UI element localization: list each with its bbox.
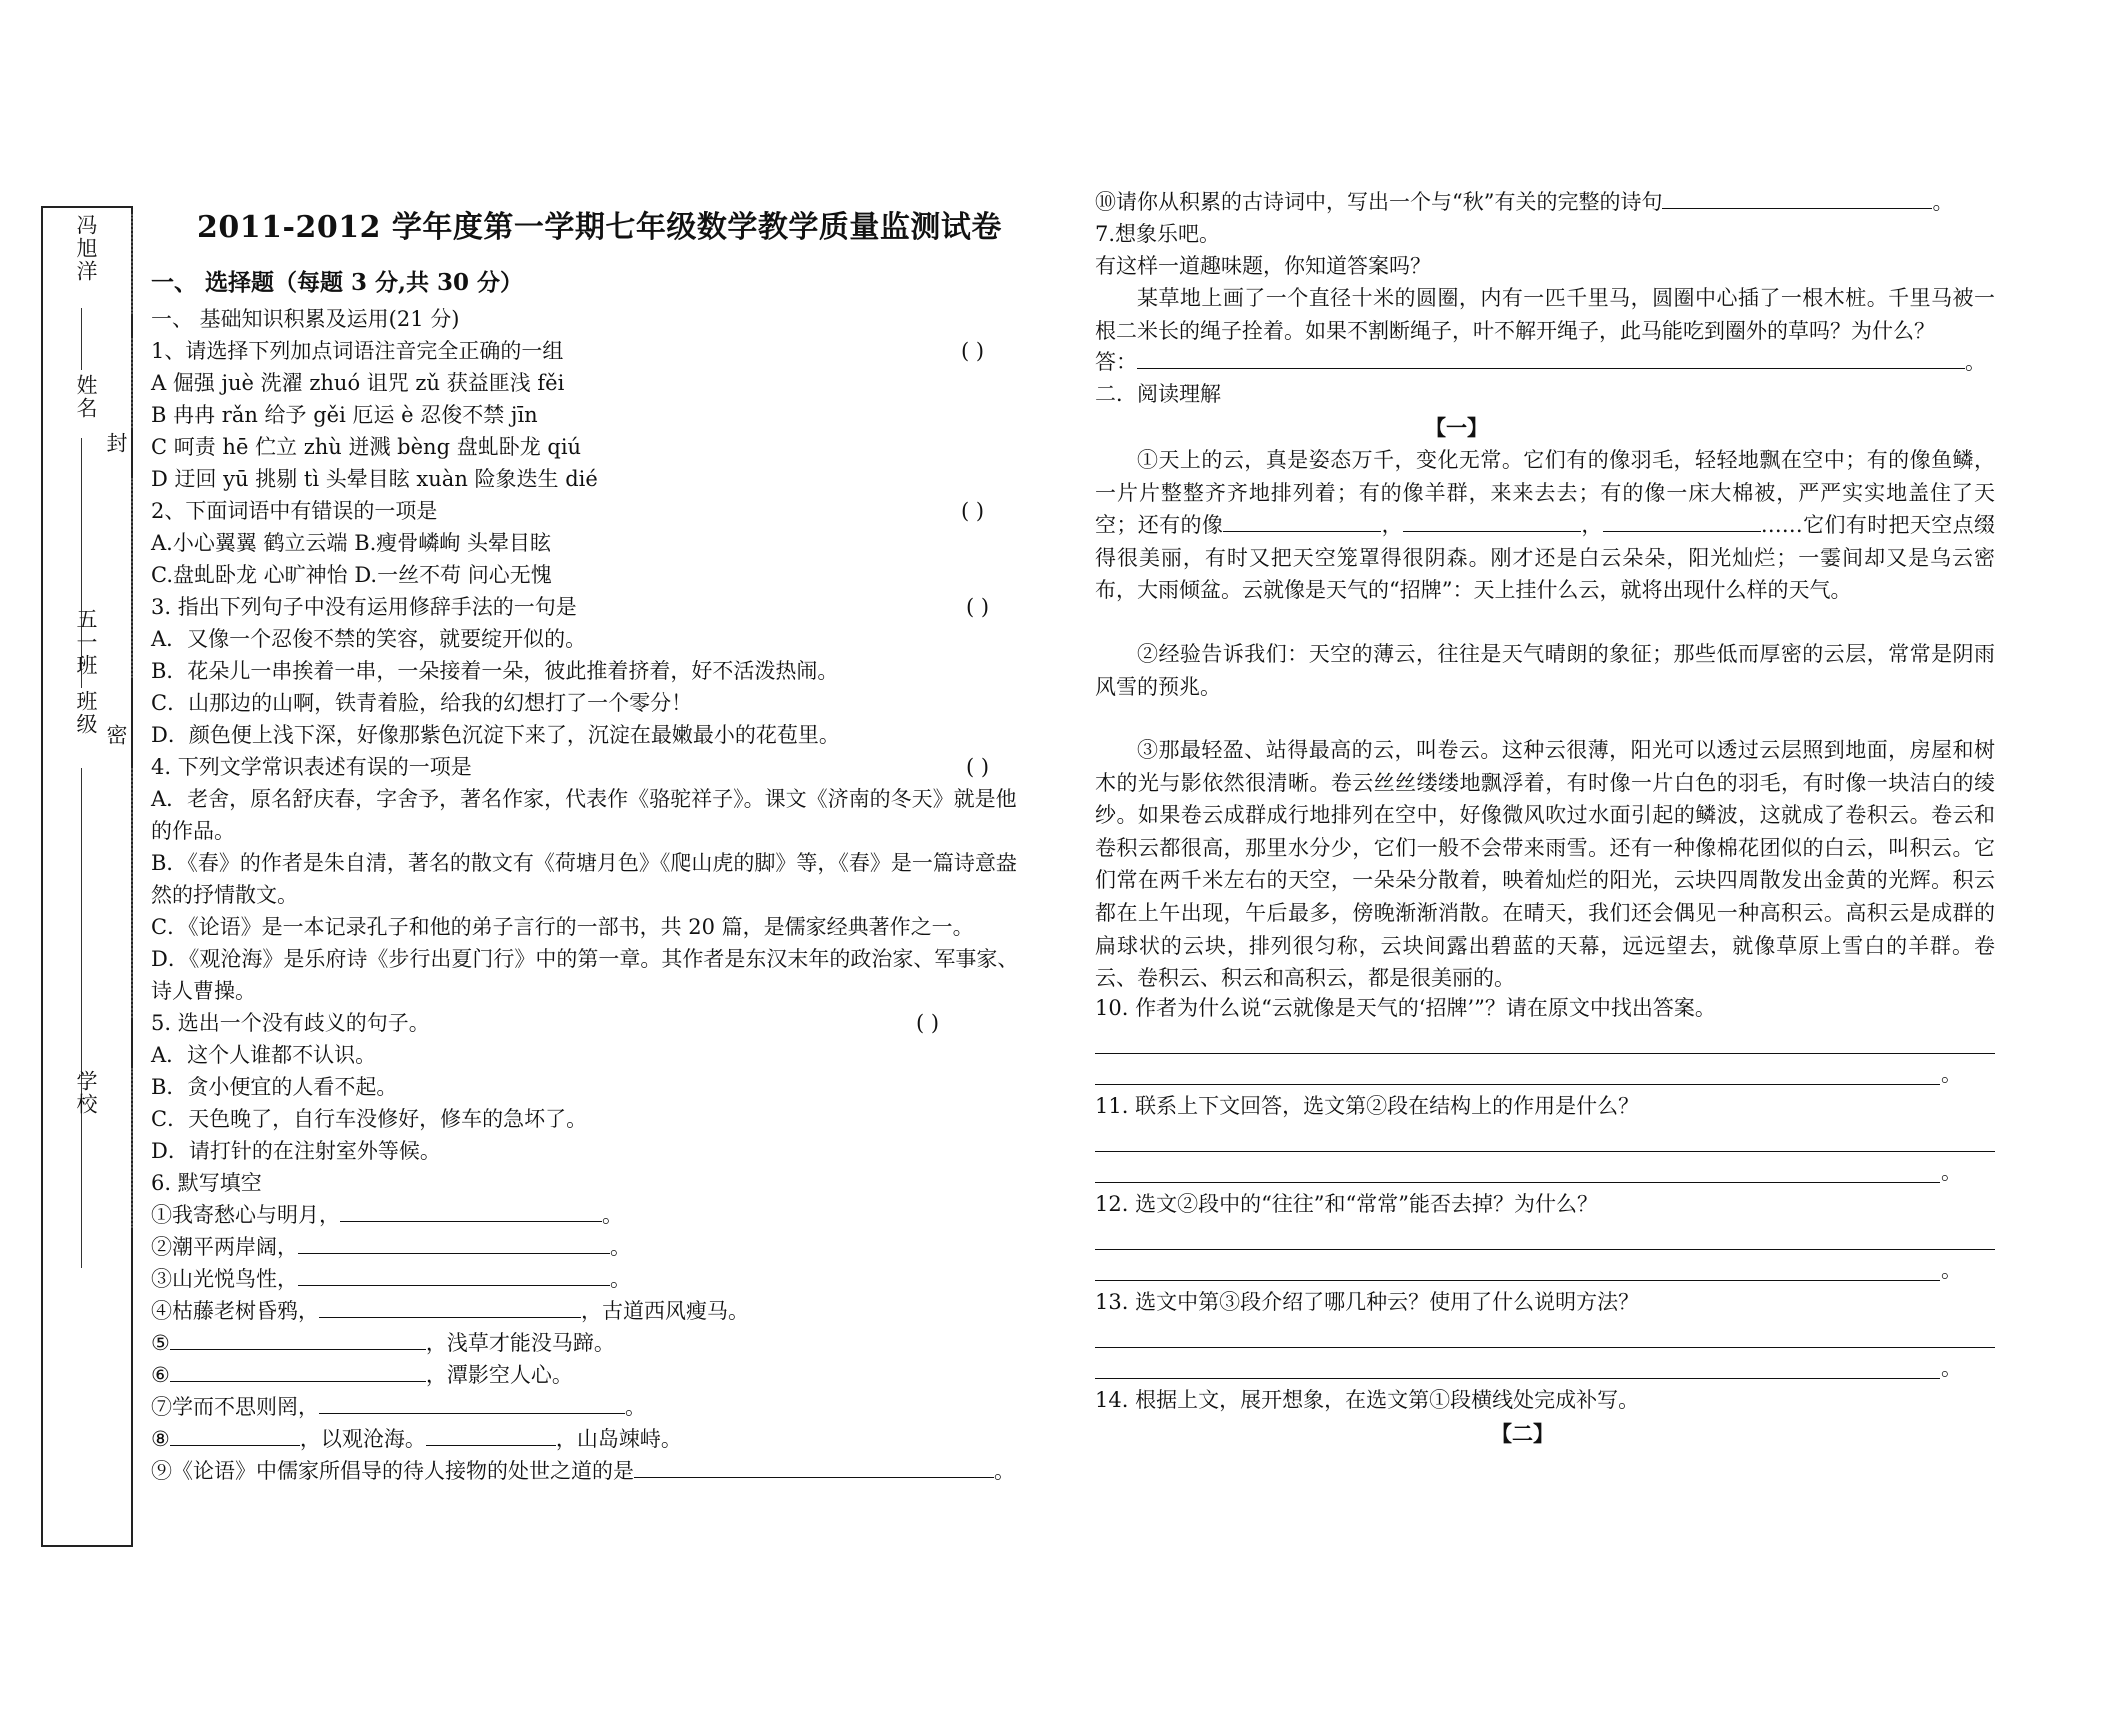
q10-answer-line-2[interactable] — [1095, 1084, 1940, 1085]
passage-paragraph-2: ②经验告诉我们：天空的薄云，往往是天气晴朗的象征；那些低而厚密的云层，常常是阴雨风雪的预兆。 — [1095, 642, 1995, 699]
fill-5-blank[interactable] — [170, 1327, 426, 1350]
subsection-basic: 一、 基础知识积累及运用(21 分) — [151, 307, 460, 331]
fill-4-blank[interactable] — [319, 1295, 581, 1318]
class-value: 五一班 — [74, 608, 98, 677]
part-one-heading: 【一】 — [1425, 415, 1488, 440]
fill-3-blank[interactable] — [298, 1263, 610, 1286]
question-12: 12. 选文②段中的“往往”和“常常”能否去掉？为什么？ — [1095, 1192, 1599, 1216]
q7-intro: 有这样一道趣味题，你知道答案吗？ — [1095, 254, 1431, 278]
fill-1-blank[interactable] — [340, 1199, 602, 1222]
q13-stop: 。 — [1941, 1356, 1962, 1380]
q5-option-d: D．请打针的在注射室外等候。 — [151, 1139, 441, 1163]
q11-answer-line-2[interactable] — [1095, 1182, 1940, 1183]
q2-option-ab: A.小心翼翼 鹤立云端 B.瘦骨嶙峋 头晕目眩 — [151, 531, 551, 555]
question-4: 4. 下列文学常识表述有误的一项是 — [151, 755, 472, 779]
fill-8: ⑧ ，以观沧海。 ，山岛竦峙。 — [151, 1423, 682, 1456]
fill-6: ⑥ ，潭影空人心。 — [151, 1359, 573, 1392]
q1-option-c: C 呵责 hē 伫立 zhù 迸溅 bèng 盘虬卧龙 qiú — [151, 435, 582, 459]
fill-7: ⑦学而不思则罔， 。 — [151, 1391, 646, 1424]
question-5: 5. 选出一个没有歧义的句子。 — [151, 1011, 430, 1035]
q4-answer-paren[interactable]: ( ) — [966, 755, 990, 779]
teacher-name: 冯旭洋 — [74, 214, 98, 283]
seal-feng: 封 — [104, 432, 128, 455]
binding-margin — [41, 206, 133, 1547]
q3-answer-paren[interactable]: ( ) — [966, 595, 990, 619]
q12-answer-line-2[interactable] — [1095, 1280, 1940, 1281]
p1-blank-1[interactable] — [1223, 509, 1381, 532]
question-13: 13. 选文中第③段介绍了哪几种云？使用了什么说明方法？ — [1095, 1290, 1640, 1314]
school-label: 学校 — [74, 1070, 98, 1116]
q4-option-c: C．《论语》是一本记录孔子和他的弟子言行的一部书，共 20 篇，是儒家经典著作之一。 — [151, 915, 974, 939]
q13-answer-line-2[interactable] — [1095, 1378, 1940, 1379]
fill-8-blank-1[interactable] — [170, 1423, 300, 1446]
fill-7-blank[interactable] — [319, 1391, 625, 1414]
fill-6-blank[interactable] — [170, 1359, 426, 1382]
q3-option-d: D．颜色便上浅下深，好像那紫色沉淀下来了，沉淀在最嫩最小的花苞里。 — [151, 723, 840, 747]
section-reading: 二．阅读理解 — [1095, 382, 1221, 406]
q5-answer-paren[interactable]: ( ) — [916, 1011, 940, 1035]
q11-stop: 。 — [1941, 1160, 1962, 1184]
passage-paragraph-3: ③那最轻盈、站得最高的云，叫卷云。这种云很薄，阳光可以透过云层照到地面，房屋和树木的光与影依然很清晰。卷云丝丝缕缕地飘浮着，有时像一片白色的羽毛，有时像一块洁白的绫纱。如果卷云成群成行地排列在空中，好像微风吹过水面引起的鳞波，这就成了卷积云。卷云和卷积云都很高，那里水分少，它们一般不会带来雨雪。还有一种像棉花团似的白云，叫积云。它们常在两千米左右的天空，一朵朵分散着，映着灿烂的阳光，云块四周散发出金黄的光辉。积云都在上午出现，午后最多，傍晚渐渐消散。在晴天，我们还会偶见一种高积云。高积云是成群的扁球状的云块，排列很匀称，云块间露出碧蓝的天幕，远远望去，就像草原上雪白的羊群。卷云、卷积云、积云和高积云，都是很美丽的。 — [1095, 738, 1995, 991]
q4-option-d-line2: 诗人曹操。 — [151, 979, 256, 1003]
fill-9: ⑨《论语》中儒家所倡导的待人接物的处世之道的是 。 — [151, 1455, 1015, 1488]
question-3: 3. 指出下列句子中没有运用修辞手法的一句是 — [151, 595, 577, 619]
class-label: 班级 — [74, 690, 98, 736]
question-14: 14. 根据上文，展开想象，在选文第①段横线处完成补写。 — [1095, 1388, 1640, 1412]
fill-2-blank[interactable] — [298, 1231, 610, 1254]
fill-9-blank[interactable] — [634, 1455, 994, 1478]
question-11: 11. 联系上下文回答，选文第②段在结构上的作用是什么？ — [1095, 1094, 1640, 1118]
q10-answer-line-1[interactable] — [1095, 1053, 1995, 1054]
q10-stop: 。 — [1941, 1062, 1962, 1086]
q3-option-c: C．山那边的山啊，铁青着脸，给我的幻想打了一个零分！ — [151, 691, 693, 715]
q7-problem: 某草地上画了一个直径十米的圆圈，内有一匹千里马，圆圈中心插了一根木桩。千里马被一根二米长的绳子拴着。如果不割断绳子，叶不解开绳子，此马能吃到圈外的草吗？为什么？ — [1095, 286, 1995, 343]
q3-option-a: A．又像一个忍俊不禁的笑容，就要绽开似的。 — [151, 627, 587, 651]
q4-option-d-line1: D．《观沧海》是乐府诗《步行出夏门行》中的第一章。其作者是东汉末年的政治家、军事家、 — [151, 947, 1019, 971]
seal-mi: 密 — [104, 724, 128, 747]
q5-option-a: A．这个人谁都不认识。 — [151, 1043, 377, 1067]
fill-4: ④枯藤老树昏鸦， ，古道西风瘦马。 — [151, 1295, 749, 1328]
q1-option-b: B 冉冉 rǎn 给予 gěi 厄运 è 忍俊不禁 jīn — [151, 403, 538, 427]
q1-option-d: D 迂回 yū 挑剔 tì 头晕目眩 xuàn 险象迭生 dié — [151, 467, 598, 491]
name-label: 姓名 — [74, 374, 98, 420]
q5-option-c: C．天色晚了，自行车没修好，修车的急坏了。 — [151, 1107, 588, 1131]
q1-option-a: A 倔强 juè 洗濯 zhuó 诅咒 zǔ 获益匪浅 fěi — [151, 371, 565, 395]
q4-option-a-line1: A．老舍，原名舒庆春，字舍予，著名作家，代表作《骆驼祥子》。课文《济南的冬天》就是他 — [151, 787, 1017, 811]
exam-title: 2011-2012 学年度第一学期七年级数学教学质量监测试卷 — [197, 210, 1002, 245]
q7-answer: 答： 。 — [1095, 346, 1986, 379]
question-2: 2、下面词语中有错误的一项是 — [151, 499, 438, 523]
q3-option-b: B．花朵儿一串挨着一串，一朵接着一朵，彼此推着挤着，好不活泼热闹。 — [151, 659, 839, 683]
q12-answer-line-1[interactable] — [1095, 1249, 1995, 1250]
question-7: 7.想象乐吧。 — [1095, 222, 1221, 246]
fill-2: ②潮平两岸阔， 。 — [151, 1231, 631, 1264]
passage-paragraph-1: ①天上的云，真是姿态万千，变化无常。它们有的像羽毛，轻轻地飘在空中；有的像鱼鳞，一片片整整齐齐地排列着；有的像羊群，来来去去；有的像一床大棉被，严严实实地盖住了天空；还有的像 ， ， ……它们有时把天空点缀得很美丽，有时又把天空笼罩得很阴森。刚才还是白云朵朵，阳光灿烂；一霎间却又是乌云密布，大雨倾盆。云就像是天气的“招牌”：天上挂什么云，就将出现什么样的天气。 — [1095, 448, 1996, 603]
school-line — [81, 768, 82, 1268]
question-1: 1、请选择下列加点词语注音完全正确的一组 — [151, 339, 564, 363]
section-choice-heading: 一、 选择题（每题 3 分,共 30 分） — [151, 269, 524, 296]
q13-answer-line-1[interactable] — [1095, 1347, 1995, 1348]
question-10: 10. 作者为什么说“云就像是天气的‘招牌’”？请在原文中找出答案。 — [1095, 996, 1716, 1020]
question-6: 6. 默写填空 — [151, 1171, 262, 1195]
q12-stop: 。 — [1941, 1258, 1962, 1282]
q2-option-cd: C.盘虬卧龙 心旷神怡 D.一丝不苟 问心无愧 — [151, 563, 552, 587]
q7-answer-blank[interactable] — [1137, 346, 1965, 369]
q11-answer-line-1[interactable] — [1095, 1151, 1995, 1152]
fill-8-blank-2[interactable] — [426, 1423, 556, 1446]
part-two-heading: 【二】 — [1491, 1421, 1554, 1446]
fill-10: ⑩请你从积累的古诗词中，写出一个与“秋”有关的完整的诗句 。 — [1095, 186, 1953, 219]
name-line — [81, 308, 82, 370]
q2-answer-paren[interactable]: ( ) — [961, 499, 985, 523]
fill-5: ⑤ ，浅草才能没马蹄。 — [151, 1327, 615, 1360]
p1-blank-2[interactable] — [1403, 509, 1581, 532]
p1-blank-3[interactable] — [1603, 509, 1761, 532]
q4-option-b-line2: 然的抒情散文。 — [151, 883, 298, 907]
q4-option-a-line2: 的作品。 — [151, 819, 235, 843]
q1-answer-paren[interactable]: ( ) — [961, 339, 985, 363]
q5-option-b: B．贪小便宜的人看不起。 — [151, 1075, 398, 1099]
q4-option-b-line1: B．《春》的作者是朱自清，著名的散文有《荷塘月色》《爬山虎的脚》等，《春》是一篇诗意盎 — [151, 851, 1017, 875]
fill-10-blank[interactable] — [1662, 186, 1932, 209]
fill-1: ①我寄愁心与明月， 。 — [151, 1199, 623, 1232]
fill-3: ③山光悦鸟性， 。 — [151, 1263, 631, 1296]
